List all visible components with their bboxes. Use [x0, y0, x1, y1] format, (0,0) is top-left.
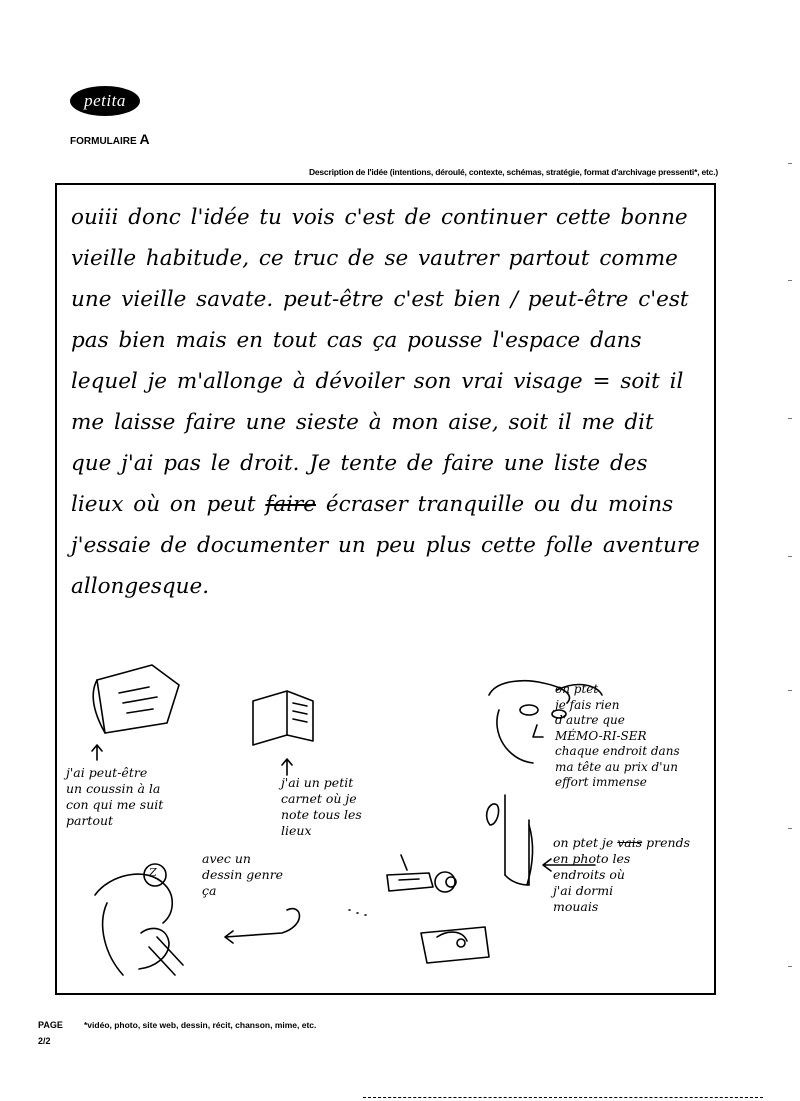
margin-tick — [788, 280, 792, 281]
margin-tick — [788, 828, 792, 829]
bed-sketch — [421, 927, 489, 963]
note-memorise: on ptet je fais rien d'autre que MÉMO-RI-SER chaque endroit dans ma tête au prix d'un effort immense — [555, 682, 680, 789]
footer-format-note: *vidéo, photo, site web, dessin, récit, chanson, mime, etc. — [84, 1020, 317, 1030]
camera-sketch — [387, 855, 456, 892]
sleeping-face-sketch — [95, 864, 183, 975]
footer-page-number: 2/2 — [38, 1036, 51, 1046]
form-label: FORMULAIRE — [70, 136, 137, 147]
footer-page-label: PAGE — [38, 1020, 63, 1030]
arrow-up-cushion — [92, 745, 102, 760]
note-snore-z: Z — [149, 866, 157, 879]
arrow-up-notebook — [282, 759, 292, 775]
note-photo-prefix: on ptet je — [553, 835, 614, 850]
note-photo-struck: vais — [617, 835, 643, 850]
description-heading: Description de l'idée (intentions, déroulé, contexte, schémas, stratégie, format d'archivage pressenti*, etc.) — [308, 167, 718, 177]
note-notebook: j'ai un petit carnet où je note tous les lieux — [281, 775, 362, 838]
cushion-sketch — [93, 665, 179, 733]
note-cushion: j'ai peut-être un coussin à la con qui me suit partout — [66, 765, 164, 828]
note-photo — [553, 835, 690, 915]
margin-tick — [788, 556, 792, 557]
handwritten-text-part-2: écraser tranquille ou du moins j'essaie de documenter un peu plus cette folle aventure allongesque. — [71, 492, 700, 599]
notebook-sketch — [253, 691, 313, 745]
form-letter: A — [139, 131, 150, 147]
description-box — [55, 183, 716, 995]
margin-tick — [788, 418, 792, 419]
bottom-dashed-rule — [363, 1097, 763, 1098]
arrow-left-drawing — [225, 909, 300, 943]
margin-tick — [788, 690, 792, 691]
form-title — [70, 131, 150, 147]
standing-figure-sketch — [487, 795, 533, 885]
handwritten-text-part-1: ouiii donc l'idée tu vois c'est de continuer cette bonne vieille habitude, ce truc de se vautrer partout comme une vieille savate. peut-être c'est bien / peut-être c'est pas bien mais en tout cas ça pousse l'espace dans lequel je m'allonge à dévoiler son vrai visage = soit il me laisse faire une sieste à mon aise, soit il me dit que j'ai pas le droit. Je tente de faire une liste des lieux où on peut — [71, 205, 689, 517]
margin-tick — [788, 966, 792, 967]
note-photo-rest: prends en photo les endroits où j'ai dormi mouais — [553, 835, 690, 914]
dots — [349, 910, 366, 915]
petita-logo: petita — [70, 86, 140, 116]
struck-word: faire — [265, 492, 317, 517]
margin-tick — [788, 163, 792, 164]
note-drawing: avec un dessin genre ça — [202, 851, 284, 898]
